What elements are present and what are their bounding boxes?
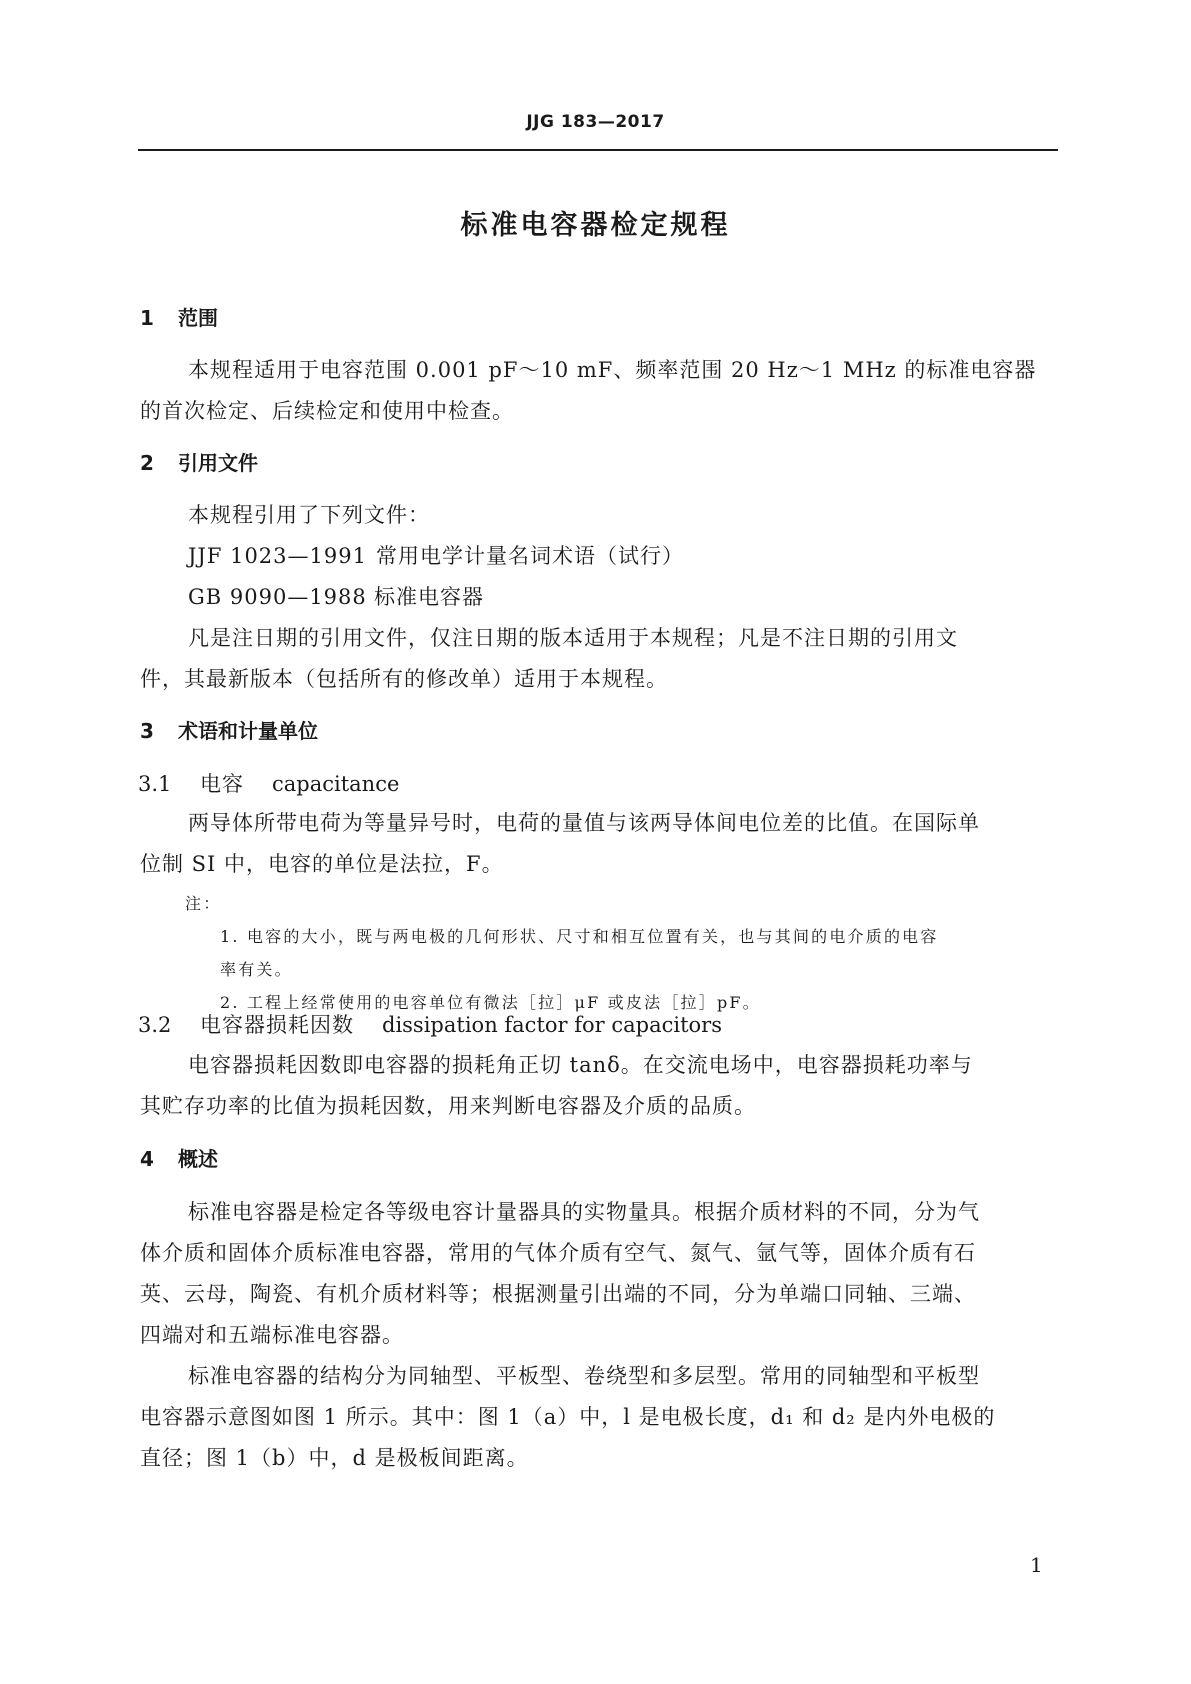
section-1-heading bbox=[140, 302, 218, 331]
paragraph-line: 标准电容器的结构分为同轴型、平板型、卷绕型和多层型。常用的同轴型和平板型 bbox=[188, 1364, 980, 1388]
term-3-2-heading bbox=[138, 1009, 722, 1039]
section-number: 2 bbox=[140, 451, 154, 475]
section-number: 3 bbox=[140, 719, 154, 743]
section-number: 4 bbox=[140, 1147, 154, 1171]
term-number: 3.1 bbox=[138, 772, 172, 796]
term-english: capacitance bbox=[272, 772, 400, 796]
note-label: 注： bbox=[185, 894, 222, 913]
reference-code: JJF 1023—1991 bbox=[188, 544, 367, 568]
paragraph-line: 体介质和固体介质标准电容器，常用的气体介质有空气、氮气、氩气等，固体介质有石 bbox=[140, 1241, 976, 1265]
note-line: 2. 工程上经常使用的电容单位有微法［拉］μF 或皮法［拉］pF。 bbox=[220, 993, 761, 1012]
section-2-heading bbox=[140, 447, 258, 476]
header-rule bbox=[138, 149, 1058, 151]
paragraph-line: 直径；图 1（b）中，d 是极板间距离。 bbox=[140, 1446, 529, 1470]
term-chinese: 电容器损耗因数 bbox=[200, 1013, 354, 1037]
reference-name: 标准电容器 bbox=[374, 585, 484, 609]
note-line: 率有关。 bbox=[220, 960, 293, 979]
reference-item bbox=[188, 540, 684, 570]
paragraph-line: 四端对和五端标准电容器。 bbox=[140, 1323, 404, 1347]
paragraph-line: 件，其最新版本（包括所有的修改单）适用于本规程。 bbox=[140, 667, 668, 691]
paragraph-line: 标准电容器是检定各等级电容计量器具的实物量具。根据介质材料的不同，分为气 bbox=[188, 1200, 980, 1224]
paragraph-line: 凡是注日期的引用文件，仅注日期的版本适用于本规程；凡是不注日期的引用文 bbox=[188, 626, 958, 650]
paragraph-line: 电容器损耗因数即电容器的损耗角正切 tanδ。在交流电场中，电容器损耗功率与 bbox=[188, 1053, 973, 1077]
term-chinese: 电容 bbox=[200, 772, 244, 796]
document-title: 标准电容器检定规程 bbox=[460, 210, 731, 241]
section-title: 概述 bbox=[178, 1147, 218, 1171]
paragraph-line: 本规程引用了下列文件： bbox=[188, 503, 430, 527]
note-line: 1. 电容的大小，既与两电极的几何形状、尺寸和相互位置有关，也与其间的电介质的电容 bbox=[220, 927, 939, 946]
document-code-header: JJG 183—2017 bbox=[526, 112, 665, 132]
section-title: 引用文件 bbox=[178, 451, 258, 475]
reference-code: GB 9090—1988 bbox=[188, 585, 367, 609]
paragraph-line: 位制 SI 中，电容的单位是法拉，F。 bbox=[140, 852, 504, 876]
section-number: 1 bbox=[140, 306, 154, 330]
term-3-1-heading bbox=[138, 768, 399, 798]
section-4-heading bbox=[140, 1143, 218, 1172]
reference-item bbox=[188, 581, 484, 611]
paragraph-line: 本规程适用于电容范围 0.001 pF～10 mF、频率范围 20 Hz～1 MHz 的标准电容器 bbox=[188, 358, 1037, 382]
section-3-heading bbox=[140, 715, 318, 744]
paragraph-line: 两导体所带电荷为等量异号时，电荷的量值与该两导体间电位差的比值。在国际单 bbox=[188, 811, 980, 835]
paragraph-line: 其贮存功率的比值为损耗因数，用来判断电容器及介质的品质。 bbox=[140, 1094, 756, 1118]
term-number: 3.2 bbox=[138, 1013, 172, 1037]
paragraph-line: 英、云母，陶瓷、有机介质材料等；根据测量引出端的不同，分为单端口同轴、三端、 bbox=[140, 1282, 976, 1306]
section-title: 范围 bbox=[178, 306, 218, 330]
page-number: 1 bbox=[1030, 1553, 1043, 1577]
section-title: 术语和计量单位 bbox=[178, 719, 318, 743]
reference-name: 常用电学计量名词术语（试行） bbox=[376, 544, 684, 568]
paragraph-line: 的首次检定、后续检定和使用中检查。 bbox=[140, 399, 514, 423]
paragraph-line: 电容器示意图如图 1 所示。其中：图 1（a）中，l 是电极长度，d₁ 和 d₂ 是内外电极的 bbox=[140, 1405, 996, 1429]
term-english: dissipation factor for capacitors bbox=[382, 1013, 722, 1037]
